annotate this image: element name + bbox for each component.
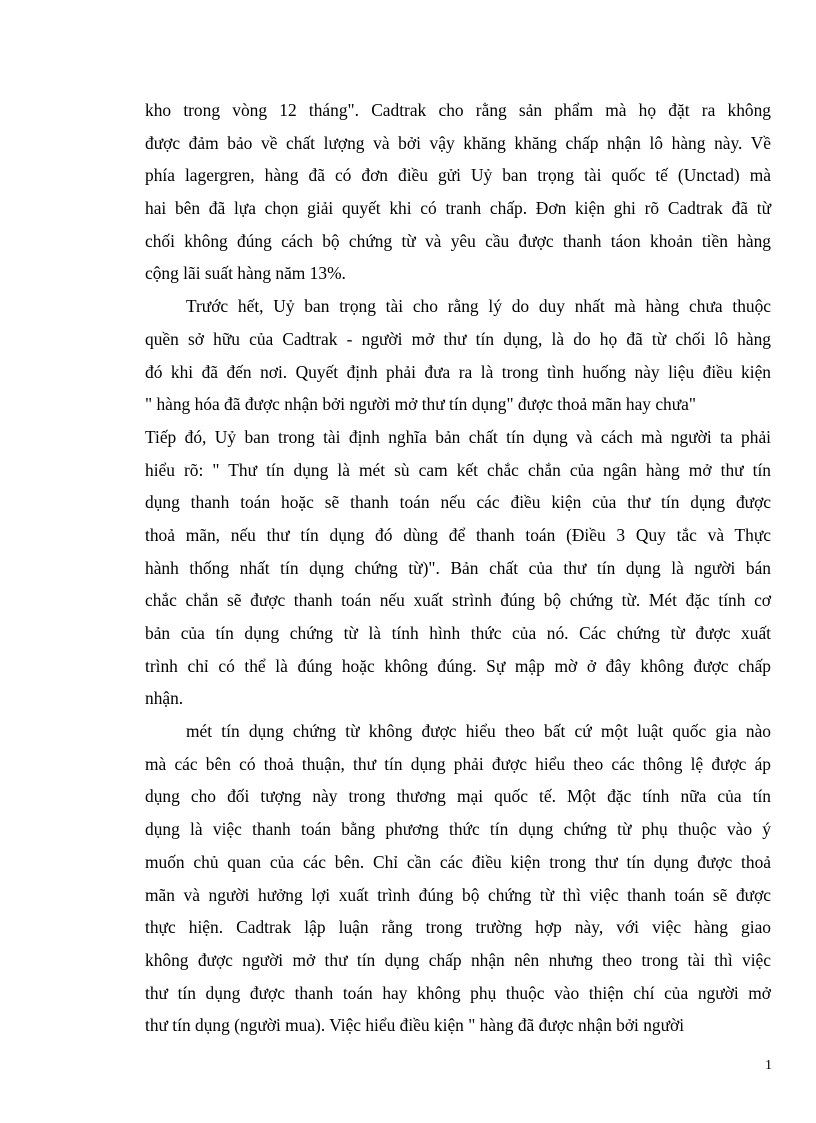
text-line: muốn chủ quan của các bên. Chỉ cần các điều kiện trong thư tín dụng được thoả (145, 851, 771, 872)
paragraph-3 (145, 715, 771, 1042)
text-line: bản của tín dụng chứng từ là tính hình thức của nó. Các chứng từ được xuất (145, 623, 771, 643)
text-line: Trước hết, Uỷ ban trọng tài cho rằng lý do duy nhất mà hàng chưa thuộc (186, 296, 771, 317)
text-line: hai bên đã lựa chọn giải quyết khi có tranh chấp. Đơn kiện ghi rõ Cadtrak đã từ (145, 198, 771, 219)
text-line: quền sở hữu của Cadtrak - người mở thư tín dụng, là do họ đã từ chối lô hàng (145, 328, 771, 349)
text-line: mét tín dụng chứng từ không được hiểu theo bất cứ một luật quốc gia nào (186, 721, 771, 742)
text-line: mà các bên có thoả thuận, thư tín dụng phải được hiểu theo các thông lệ được áp (145, 753, 771, 774)
text-line: nhận. (145, 688, 184, 709)
text-line: dụng cho đối tượng này trong thương mại quốc tế. Một đặc tính nữa của tín (145, 786, 771, 807)
text-line: phía lagergren, hàng đã có đơn điều gửi Uỷ ban trọng tài quốc tế (Unctad) mà (145, 165, 771, 186)
text-line: chối không đúng cách bộ chứng từ và yêu cầu được thanh táon khoản tiền hàng (145, 230, 771, 251)
document-body (145, 94, 771, 1042)
text-line: thư tín dụng được thanh toán hay không phụ thuộc vào thiện chí của người mở (145, 982, 771, 1003)
text-line: thư tín dụng (người mua). Việc hiểu điều kiện " hàng đã được nhận bởi người (145, 1015, 685, 1036)
text-line: hiểu rõ: " Thư tín dụng là mét sù cam kết chắc chắn của ngân hàng mở thư tín (145, 459, 771, 480)
text-line: thực hiện. Cadtrak lập luận rằng trong trường hợp này, với việc hàng giao (145, 917, 771, 938)
text-line: Tiếp đó, Uỷ ban trong tài định nghĩa bản chất tín dụng và cách mà người ta phải (145, 426, 771, 447)
text-line: đó khi đã đến nơi. Quyết định phải đưa ra là trong tình huống này liệu điều kiện (145, 361, 771, 382)
text-line: thoả mãn, nếu thư tín dụng đó dùng để thanh toán (Điều 3 Quy tắc và Thực (145, 524, 771, 545)
text-line: không được người mở thư tín dụng chấp nhận nên nhưng theo trong tài thì việc (145, 949, 771, 970)
text-line: dụng thanh toán hoặc sẽ thanh toán nếu các điều kiện của thư tín dụng được (145, 492, 771, 513)
paragraph-2 (145, 290, 771, 715)
text-line: chắc chắn sẽ được thanh toán nếu xuất strình đúng bộ chứng từ. Mét đặc tính cơ (145, 590, 771, 611)
page-number: 1 (765, 1058, 772, 1073)
text-line: mãn và người hưởng lợi xuất trình đúng bộ chứng từ thì việc thanh toán sẽ được (145, 884, 771, 905)
text-line: dụng là việc thanh toán bằng phương thức tín dụng chứng từ phụ thuộc vào ý (145, 819, 771, 840)
text-line: kho trong vòng 12 tháng". Cadtrak cho rằng sản phẩm mà họ đặt ra không (145, 100, 771, 120)
text-line: được đảm bảo về chất lượng và bởi vậy khăng khăng chấp nhận lô hàng này. Về (145, 132, 771, 153)
text-line: hành thống nhất tín dụng chứng từ)". Bản chất của thư tín dụng là người bán (145, 557, 771, 578)
text-line: " hàng hóa đã được nhận bởi người mở thư tín dụng" được thoả mãn hay chưa" (145, 394, 696, 415)
paragraph-1 (145, 94, 771, 290)
text-line: trình chỉ có thể là đúng hoặc không đúng. Sự mập mờ ở đây không được chấp (145, 655, 771, 676)
text-line: cộng lãi suất hàng năm 13%. (145, 263, 346, 284)
